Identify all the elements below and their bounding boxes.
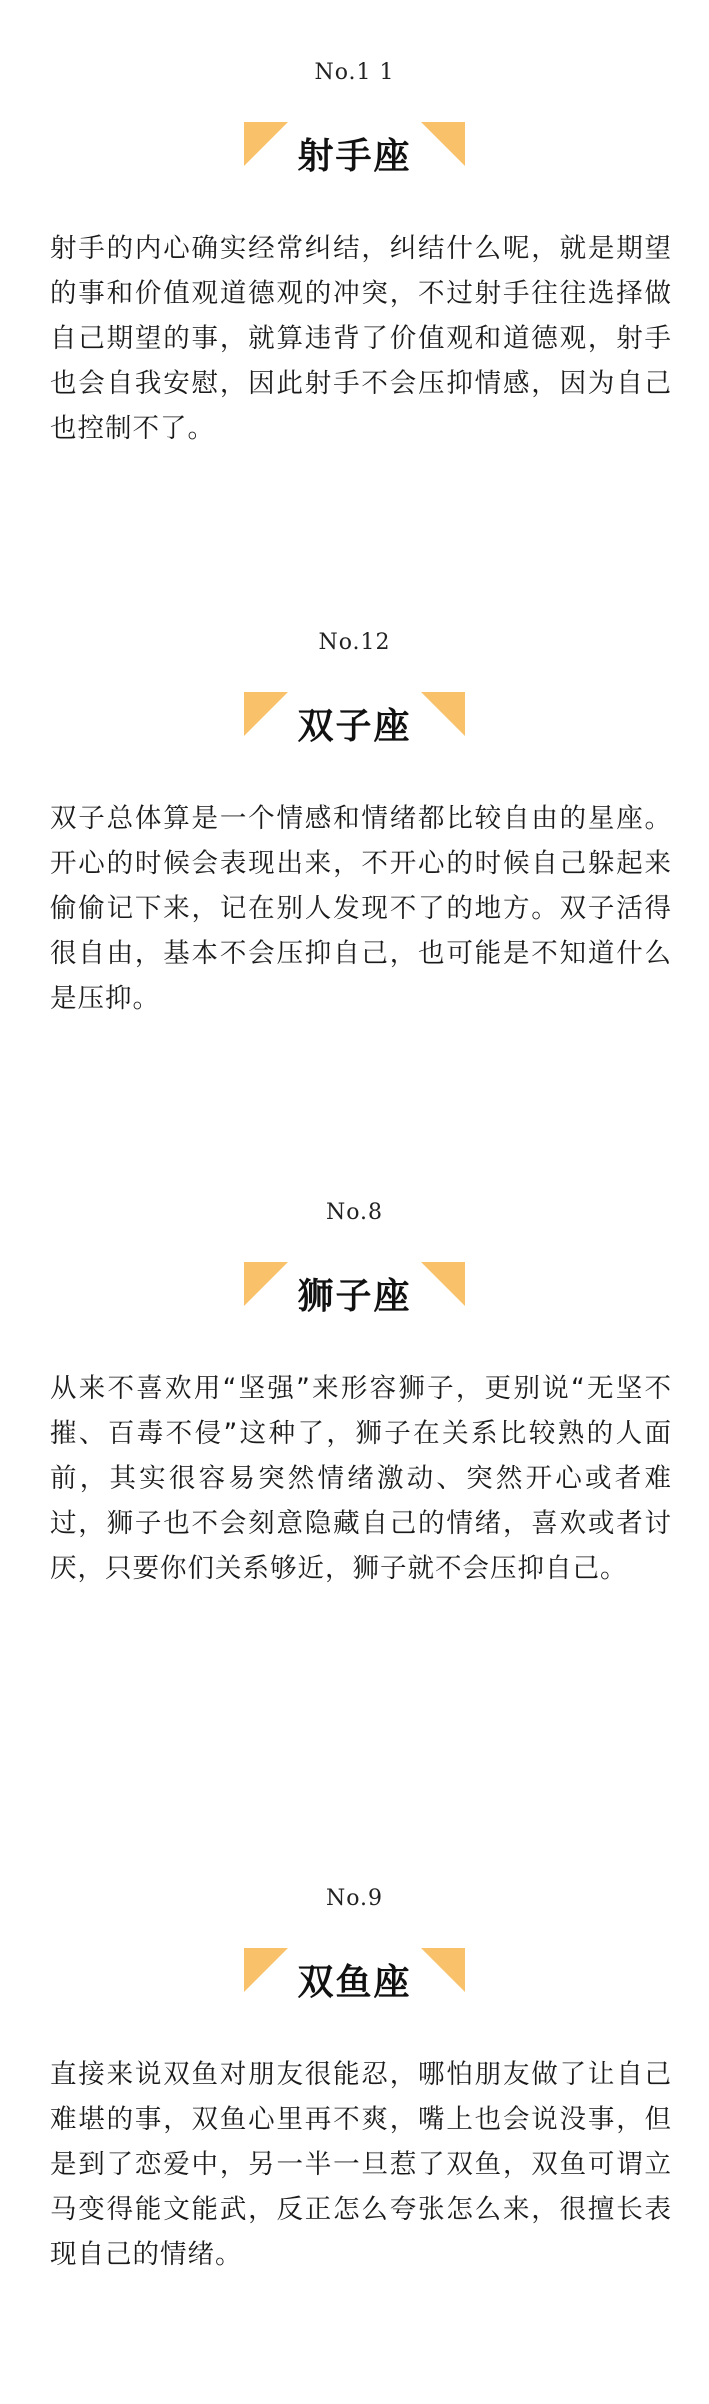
section-number: No.8: [325, 1200, 384, 1225]
right-triangle-icon: [421, 1948, 465, 1992]
section-number: No.1 1: [314, 60, 395, 85]
section-title: 双鱼座: [297, 1962, 412, 2003]
section-heading: [0, 1262, 709, 1318]
section-title: 双子座: [297, 706, 412, 747]
section-heading: [0, 122, 709, 178]
section-title: 狮子座: [297, 1276, 412, 1317]
section-heading: [0, 692, 709, 748]
right-triangle-icon: [421, 1262, 465, 1306]
section-paragraph: 直接来说双鱼对朋友很能忍，哪怕朋友做了让自己难堪的事，双鱼心里再不爽，嘴上也会说没事，但是到了恋爱中，另一半一旦惹了双鱼，双鱼可谓立马变得能文能武，反正怎么夸张怎么来，很擅长表现自己的情绪。: [50, 2059, 672, 2270]
section-heading: [0, 1948, 709, 2004]
section-number: No.12: [318, 630, 391, 655]
right-triangle-icon: [421, 122, 465, 166]
right-triangle-icon: [421, 692, 465, 736]
section-paragraph: 双子总体算是一个情感和情绪都比较自由的星座。开心的时候会表现出来，不开心的时候自己躲起来偷偷记下来，记在别人发现不了的地方。双子活得很自由，基本不会压抑自己，也可能是不知道什么是压抑。: [50, 803, 672, 1014]
section-title: 射手座: [297, 136, 412, 177]
section-number: No.9: [325, 1886, 384, 1911]
section-paragraph: 从来不喜欢用“坚强”来形容狮子，更别说“无坚不摧、百毒不侵”这种了，狮子在关系比较熟的人面前，其实很容易突然情绪激动、突然开心或者难过，狮子也不会刻意隐藏自己的情绪，喜欢或者讨厌，只要你们关系够近，狮子就不会压抑自己。: [50, 1373, 672, 1584]
section-paragraph: 射手的内心确实经常纠结，纠结什么呢，就是期望的事和价值观道德观的冲突，不过射手往往选择做自己期望的事，就算违背了价值观和道德观，射手也会自我安慰，因此射手不会压抑情感，因为自己也控制不了。: [50, 233, 672, 444]
